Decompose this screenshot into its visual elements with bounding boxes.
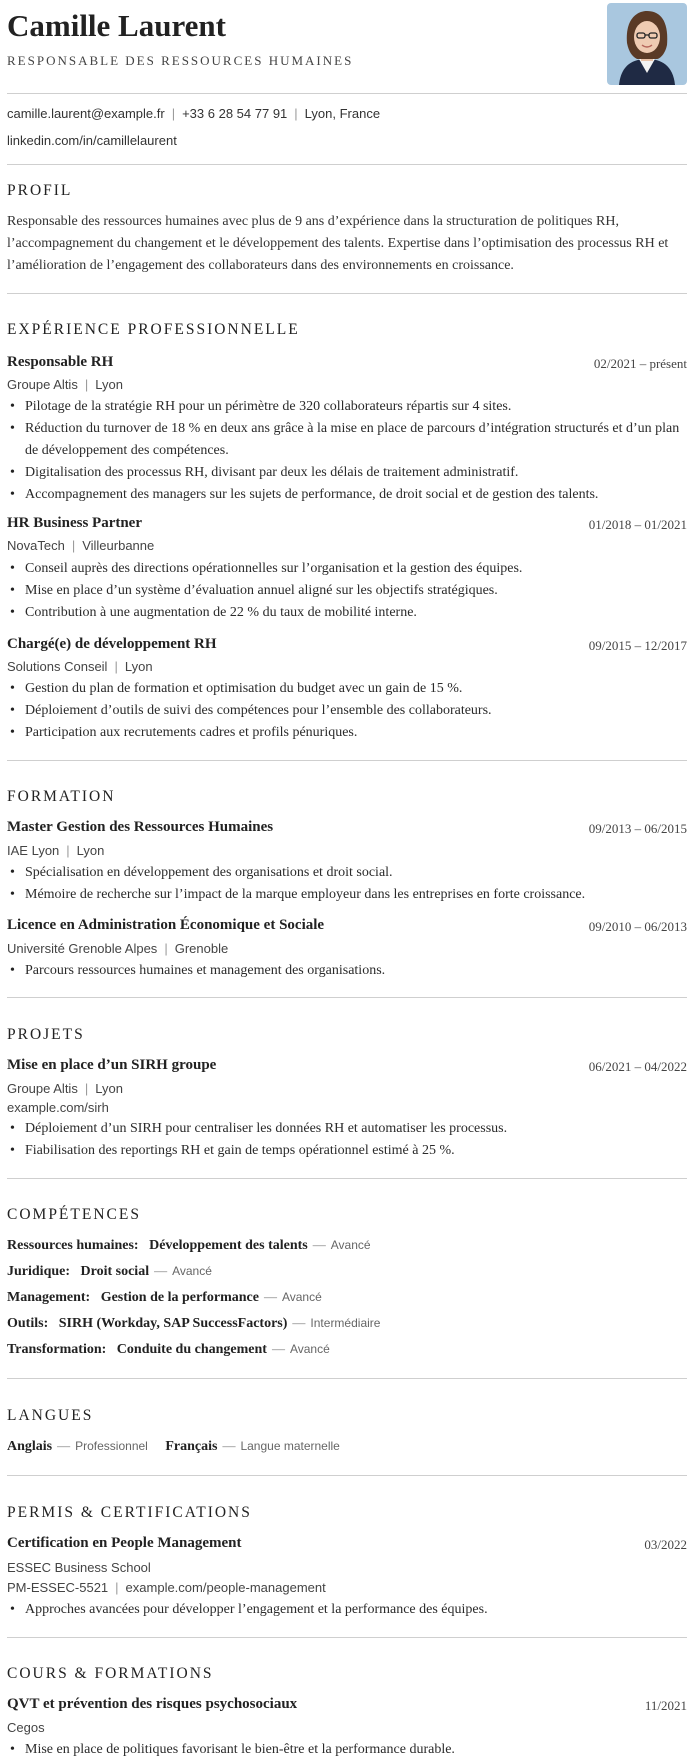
list-item: • Mise en place d’un système d’évaluation annuel aligné sur les objectifs stratégiques. [7, 580, 687, 602]
separator: | [71, 538, 76, 553]
phone-number: +33 6 28 54 77 91 [182, 106, 288, 121]
skill-row: Management: Gestion de la performance — Avancé [7, 1289, 322, 1305]
divider [7, 1378, 687, 1379]
section-heading-formation: FORMATION [7, 788, 116, 805]
company-city: Lyon [124, 659, 153, 674]
separator: | [84, 1081, 89, 1096]
section-heading-projets: PROJETS [7, 1026, 85, 1043]
job-title: HR Business Partner [7, 515, 142, 531]
course-date: 11/2021 [644, 1698, 687, 1713]
degree-school [7, 941, 228, 956]
job-bullets [7, 678, 687, 744]
list-item: • Approches avancées pour développer l’engagement et la performance des équipes. [7, 1599, 687, 1621]
list-item: • Pilotage de la stratégie RH pour un périmètre de 320 collaborateurs répartis sur 4 sites. [7, 396, 687, 418]
certification-details [7, 1580, 326, 1595]
company-city: Lyon [95, 377, 123, 392]
separator: | [164, 941, 168, 956]
project-title: Mise en place d’un SIRH groupe [7, 1057, 217, 1073]
separator: | [115, 1580, 119, 1595]
list-item: • Parcours ressources humaines et management des organisations. [7, 960, 687, 982]
certification-id: PM-ESSEC-5521 [7, 1580, 109, 1595]
list-item: • Déploiement d’un SIRH pour centraliser les données RH et automatiser les processus. [7, 1118, 687, 1140]
list-item: • Digitalisation des processus RH, divisant par deux les délais de traitement administratif. [7, 462, 687, 484]
course-provider: Cegos [7, 1720, 45, 1735]
separator: | [114, 659, 118, 674]
project-link[interactable]: example.com/sirh [7, 1100, 109, 1115]
list-item: • Spécialisation en développement des organisations et droit social. [7, 862, 687, 884]
section-heading-cours: COURS & FORMATIONS [7, 1665, 214, 1682]
job-employer [7, 538, 154, 553]
job-title: Responsable RH [7, 354, 114, 370]
job-employer [7, 659, 153, 674]
job-dates: 02/2021 – présent [593, 356, 687, 371]
certification-issuer: ESSEC Business School [7, 1560, 151, 1575]
school-name: IAE Lyon [7, 843, 60, 858]
contact-line-1 [7, 106, 380, 121]
list-item: • Mémoire de recherche sur l’impact de la marque employeur dans les entreprises en forte croissance. [7, 884, 687, 906]
languages-row: Anglais — Professionnel Français — Langue maternelle [7, 1438, 340, 1454]
section-heading-experience: EXPÉRIENCE PROFESSIONNELLE [7, 321, 300, 338]
divider [7, 1178, 687, 1179]
separator: | [294, 106, 298, 121]
language-level: Professionnel [75, 1439, 148, 1453]
company-city: Villeurbanne [82, 538, 155, 553]
skill-level: Avancé [289, 1342, 330, 1356]
email-link[interactable]: camille.laurent@example.fr [7, 106, 165, 121]
job-bullets [7, 396, 687, 506]
contact-line-2 [7, 133, 177, 148]
job-employer [7, 377, 123, 392]
degree-dates: 09/2013 – 06/2015 [588, 821, 687, 836]
skill-category: Ressources humaines: [7, 1238, 139, 1253]
project-company [7, 1081, 123, 1096]
skill-row: Ressources humaines: Développement des talents — Avancé [7, 1237, 371, 1253]
language-level: Langue maternelle [240, 1439, 340, 1453]
skill-name: Conduite du changement [116, 1342, 267, 1357]
certification-title: Certification en People Management [7, 1535, 242, 1551]
list-item: • Fiabilisation des reportings RH et gain de temps opérationnel estimé à 25 %. [7, 1140, 687, 1162]
divider [7, 997, 687, 998]
divider [7, 1637, 687, 1638]
job-title: Chargé(e) de développement RH [7, 636, 217, 652]
course-title: QVT et prévention des risques psychosociaux [7, 1696, 298, 1712]
divider [7, 164, 687, 165]
project-dates: 06/2021 – 04/2022 [588, 1059, 687, 1074]
skill-row: Outils: SIRH (Workday, SAP SuccessFactors) — Intermédiaire [7, 1315, 381, 1331]
company-city: Lyon [95, 1081, 123, 1096]
degree-bullets [7, 862, 687, 906]
skill-level: Intermédiaire [310, 1316, 381, 1330]
candidate-name: Camille Laurent [7, 8, 226, 43]
list-item: • Déploiement d’outils de suivi des compétences pour l’ensemble des collaborateurs. [7, 700, 687, 722]
list-item: • Participation aux recrutements cadres et profils pénuriques. [7, 722, 687, 744]
skill-row: Transformation: Conduite du changement — Avancé [7, 1341, 330, 1357]
language-name: Anglais [7, 1439, 53, 1454]
skill-row: Juridique: Droit social — Avancé [7, 1263, 212, 1279]
skill-level: Avancé [330, 1238, 371, 1252]
job-dates: 01/2018 – 01/2021 [588, 517, 687, 532]
skill-name: Gestion de la performance [100, 1290, 259, 1305]
separator: | [84, 377, 89, 392]
certification-bullets [7, 1599, 687, 1621]
section-heading-competences: COMPÉTENCES [7, 1206, 141, 1223]
skill-category: Juridique: [7, 1264, 71, 1279]
profile-photo [607, 3, 687, 85]
separator: | [171, 106, 176, 121]
degree-dates: 09/2010 – 06/2013 [588, 919, 687, 934]
degree-title: Licence en Administration Économique et Sociale [7, 917, 325, 933]
profile-summary: Responsable des ressources humaines avec plus de 9 ans d’expérience dans la structuration de politiques RH, l’accompagnement du changement et le développement des talents. Expertise dans l’optimisation des processus RH et l’amélioration de l’engagement des collaborateurs dans des environnements en croissance. [7, 214, 669, 273]
course-bullets [7, 1739, 687, 1761]
list-item: • Accompagnement des managers sur les sujets de performance, de droit social et de gestion des talents. [7, 484, 687, 506]
company-name: Groupe Altis [7, 1081, 78, 1096]
degree-bullets [7, 960, 687, 982]
skill-name: Développement des talents [149, 1238, 308, 1253]
school-name: Université Grenoble Alpes [7, 941, 158, 956]
degree-school [7, 843, 104, 858]
job-dates: 09/2015 – 12/2017 [588, 638, 687, 653]
skill-category: Outils: [7, 1316, 49, 1331]
school-city: Lyon [76, 843, 105, 858]
school-city: Grenoble [174, 941, 229, 956]
certification-date: 03/2022 [644, 1537, 687, 1552]
list-item: • Mise en place de politiques favorisant le bien-être et la performance durable. [7, 1739, 687, 1761]
skill-name: Droit social [80, 1264, 150, 1279]
skill-name: SIRH (Workday, SAP SuccessFactors) [58, 1316, 288, 1331]
candidate-title: RESPONSABLE DES RESSOURCES HUMAINES [7, 53, 354, 68]
project-bullets [7, 1118, 687, 1162]
location: Lyon, France [304, 106, 381, 121]
portrait-image [607, 3, 687, 85]
company-name: NovaTech [7, 538, 65, 553]
divider [7, 293, 687, 294]
certification-link[interactable]: example.com/people-management [125, 1580, 326, 1595]
skill-category: Management: [7, 1290, 91, 1305]
job-bullets [7, 558, 687, 624]
skill-level: Avancé [172, 1264, 212, 1278]
separator: | [66, 843, 70, 858]
divider [7, 93, 687, 94]
company-name: Solutions Conseil [7, 659, 108, 674]
list-item: • Contribution à une augmentation de 22 % du taux de mobilité interne. [7, 602, 687, 624]
divider [7, 760, 687, 761]
divider [7, 1475, 687, 1476]
list-item: • Gestion du plan de formation et optimisation du budget avec un gain de 15 %. [7, 678, 687, 700]
linkedin-link[interactable]: linkedin.com/in/camillelaurent [7, 133, 177, 148]
section-heading-profil: PROFIL [7, 182, 73, 199]
list-item: • Conseil auprès des directions opérationnelles sur l’organisation et la gestion des équipes. [7, 558, 687, 580]
degree-title: Master Gestion des Ressources Humaines [7, 819, 274, 835]
list-item: • Réduction du turnover de 18 % en deux ans grâce à la mise en place de parcours d’intégration structurés et d’un plan de développement des compétences. [7, 418, 687, 462]
skill-category: Transformation: [7, 1342, 107, 1357]
section-heading-langues: LANGUES [7, 1407, 94, 1424]
skill-level: Avancé [281, 1290, 322, 1304]
resume-header [7, 0, 687, 92]
language-name: Français [165, 1439, 218, 1454]
section-heading-certifications: PERMIS & CERTIFICATIONS [7, 1504, 252, 1521]
company-name: Groupe Altis [7, 377, 78, 392]
